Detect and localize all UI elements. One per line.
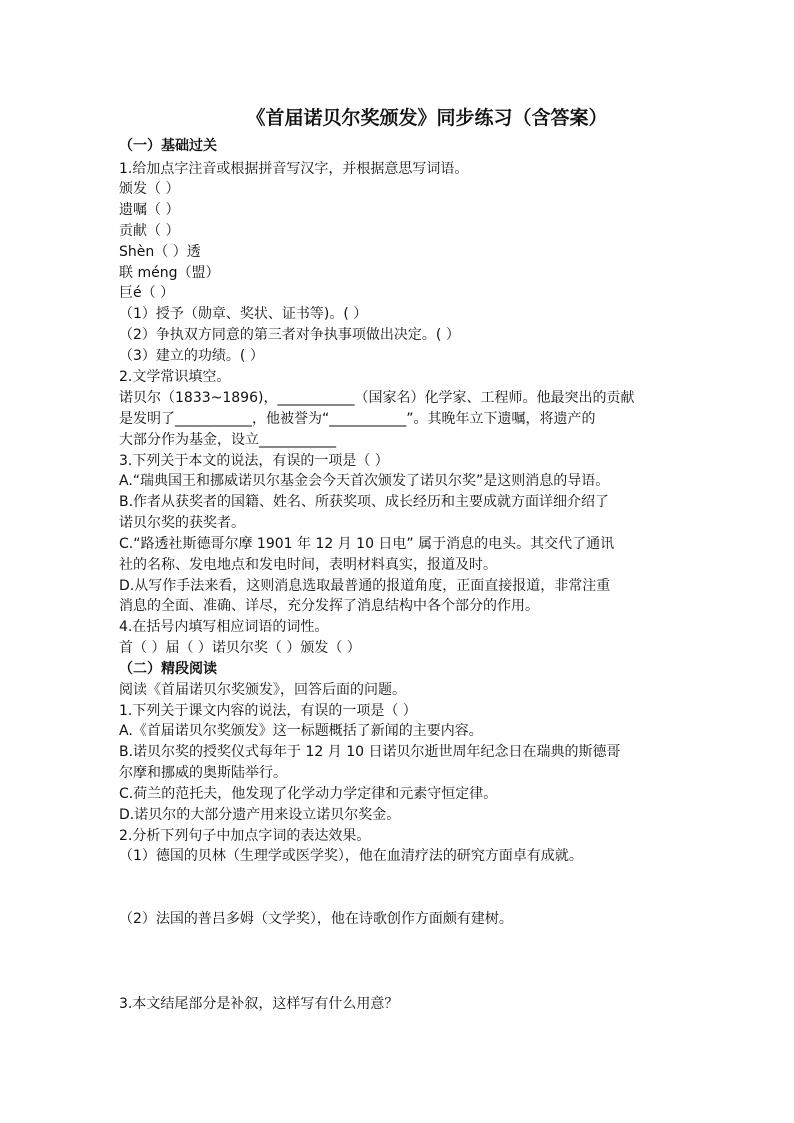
s2-q3-prompt: 3.本文结尾部分是补叙，这样写有什么用意？ xyxy=(119,996,399,1012)
q1-item: 联 méng（盟） xyxy=(119,265,220,281)
q3-option-line: B.作者从获奖者的国籍、姓名、所获奖项、成长经历和主要成就方面详细介绍了 xyxy=(119,494,610,510)
q3-option-line: D.从写作手法来看，这则消息选取最普通的报道角度，正面直接报道，非常注重 xyxy=(119,578,611,594)
q1-prompt: 1.给加点字注音或根据拼音写汉字，并根据意思写词语。 xyxy=(119,161,469,177)
s2-q1-prompt: 1.下列关于课文内容的说法，有误的一项是（ ） xyxy=(119,703,417,719)
q3-option-line: C.“路透社斯德哥尔摩 1901 年 12 月 10 日电” 属于消息的电头。其交代了通讯 xyxy=(119,536,615,552)
q1-item: 贡献（ ） xyxy=(119,223,180,239)
q2-line: 诺贝尔（1833~1896)，___________（国家名）化学家、工程师。他最突出的贡献 xyxy=(119,390,635,406)
section2-heading: （二）精段阅读 xyxy=(119,661,217,677)
section2-intro: 阅读《首届诺贝尔奖颁发》，回答后面的问题。 xyxy=(119,682,406,698)
q4-line: 首（ ）届（ ）诺贝尔奖（ ）颁发（ ） xyxy=(119,640,361,656)
s2-q2-sentence-1: （1）德国的贝林（生理学或医学奖），他在血清疗法的研究方面卓有成就。 xyxy=(119,848,583,864)
q4-prompt: 4.在括号内填写相应词语的词性。 xyxy=(119,619,329,635)
s2-q1-option-line: C.荷兰的范托夫，他发现了化学动力学定律和元素守恒定律。 xyxy=(119,786,498,802)
q3-option-line: 诺贝尔奖的获奖者。 xyxy=(119,515,245,531)
q3-option-line: 社的名称、发电地点和发电时间，表明材料真实，报道及时。 xyxy=(119,557,497,573)
q2-line: 大部分作为基金，设立___________ xyxy=(119,432,336,448)
q1-definition: （3）建立的功绩。( ） xyxy=(119,348,264,364)
q3-option-line: A.“瑞典国王和挪威诺贝尔基金会今天首次颁发了诺贝尔奖”是这则消息的导语。 xyxy=(119,473,610,489)
q1-definition: （1）授予（勋章、奖状、证书等)。( ） xyxy=(119,306,368,322)
s2-q1-option-line: D.诺贝尔的大部分遗产用来设立诺贝尔奖金。 xyxy=(119,807,401,823)
document-title: 《首届诺贝尔奖颁发》同步练习（含答案） xyxy=(246,107,608,129)
q1-item: 巨é（ ） xyxy=(119,285,175,301)
q2-line: 是发明了___________，他被誉为“___________”。其晚年立下遗嘱，将遗产的 xyxy=(119,411,596,427)
s2-q1-option-line: A.《首届诺贝尔奖颁发》这一标题概括了新闻的主要内容。 xyxy=(119,723,483,739)
q1-item: Shèn（ ）透 xyxy=(119,244,201,260)
q2-prompt: 2.文学常识填空。 xyxy=(119,369,231,385)
s2-q1-option-line: B.诺贝尔奖的授奖仪式每年于 12 月 10 日诺贝尔逝世周年纪念日在瑞典的斯德哥 xyxy=(119,744,621,760)
q1-item: 颁发（ ） xyxy=(119,181,180,197)
q1-definition: （2）争执双方同意的第三者对争执事项做出决定。( ） xyxy=(119,327,460,343)
s2-q2-sentence-2: （2）法国的普吕多姆（文学奖），他在诗歌创作方面颇有建树。 xyxy=(119,911,513,927)
section1-heading: （一）基础过关 xyxy=(119,138,217,154)
q3-prompt: 3.下列关于本文的说法，有误的一项是（ ） xyxy=(119,453,389,469)
q1-item: 遗嘱（ ） xyxy=(119,202,180,218)
s2-q2-prompt: 2.分析下列句子中加点字词的表达效果。 xyxy=(119,828,371,844)
s2-q1-option-line: 尔摩和挪威的奥斯陆举行。 xyxy=(119,765,287,781)
q3-option-line: 消息的全面、准确、详尽，充分发挥了消息结构中各个部分的作用。 xyxy=(119,598,539,614)
